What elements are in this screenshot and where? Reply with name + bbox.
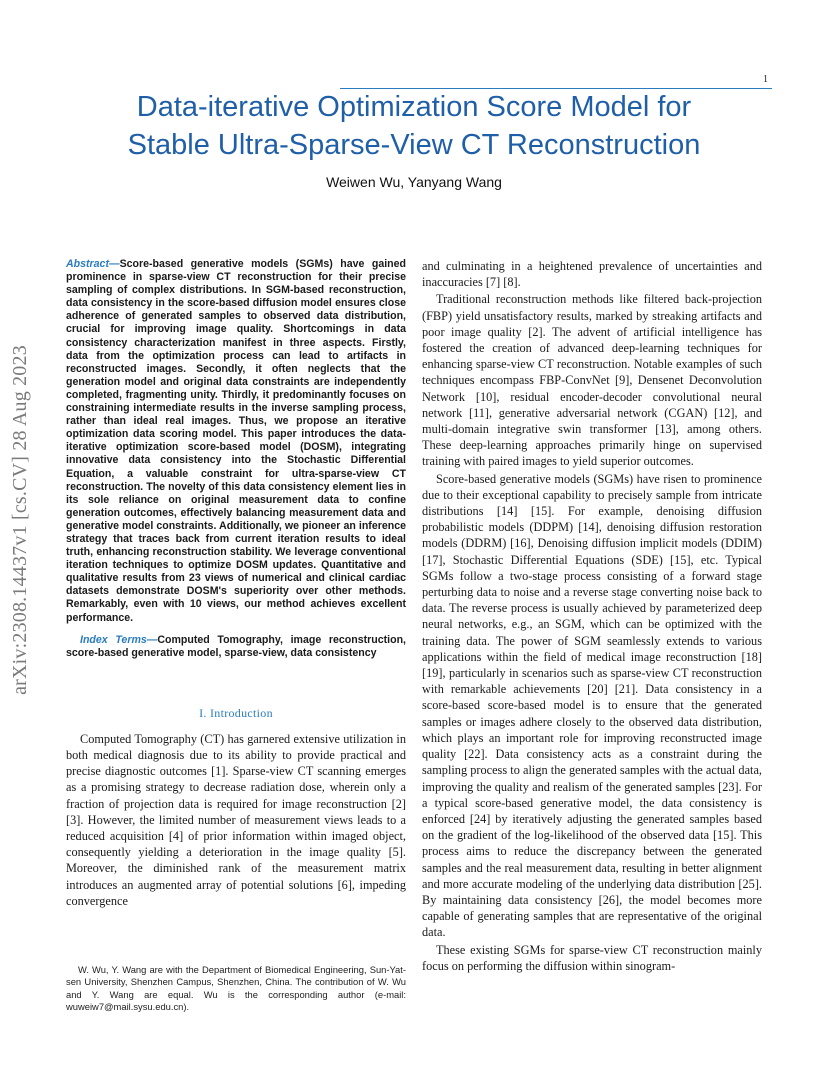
abstract-text: Score-based generative models (SGMs) have gained prominence in sparse-view CT reconstruction for their precise sampling of complex distributions. In SGM-based reconstruction, data consistency in the score-based diffusion model ensures close adherence of generated samples to observed data distribution, crucial for improving image quality. Shortcomings in data consistency characterization manifest in three aspects. Firstly, data from the optimization process can lead to artifacts in reconstructed images. Secondly, it often neglects that the generation model and original data constraints are independently completed, fragmenting unity. Thirdly, it predominantly focuses on constraining intermediate results in the inverse sampling process, rather than ideal real images. Thus, we propose an iterative optimization data scoring model. This paper introduces the data-iterative optimization score-based model (DOSM), integrating innovative data consistency into the Stochastic Differential Equation, a valuable constraint for ultra-sparse-view CT reconstruction. The novelty of this data consistency element lies in its sole reliance on original measurement data to confine generation outcomes, effectively balancing measurement data and generative model constraints. Additionally, we pioneer an inference strategy that traces back from current iteration results to ideal truth, enhancing reconstruction stability. We leverage conventional iteration techniques to optimize DOSM updates. Quantitative and qualitative results from 23 views of numerical and clinical cardiac datasets demonstrate DOSM's superiority over other methods. Remarkably, even with 10 views, our method achieves excellent performance. — [66, 258, 406, 624]
abstract — [66, 258, 406, 625]
intro-paragraph-1: Computed Tomography (CT) has garnered extensive utilization in both medical diagnosis due to its ability to provide practical and precise diagnostic outcomes [1]. Sparse-view CT scanning emerges as a promising strategy to decrease radiation dose, wherein only a fraction of projection data is required for image reconstruction [2] [3]. However, the limited number of measurement views leads to a reduced acquisition [4] of prior information within imaged object, consequently yielding a deterioration in the image quality [5]. Moreover, the diminished rank of the measurement matrix introduces an augmented array of potential solutions [6], impeding convergence — [66, 731, 406, 908]
section-heading-introduction: I. Introduction — [199, 705, 273, 720]
right-column — [422, 258, 762, 974]
page-number: 1 — [763, 74, 768, 85]
intro-paragraph-2: Traditional reconstruction methods like filtered back-projection (FBP) yield unsatisfactory results, marked by streaking artifacts and poor image quality [2]. The advent of artificial intelligence has fostered the creation of advanced deep-learning techniques for enhancing sparse-view CT reconstruction. Notable examples of such techniques encompass FBP-ConvNet [9], Densenet Deconvolution Network [10], residual encoder-decoder convolutional neural network [11], generative adversarial network (CGAN) [12], and multi-domain integrative swin transformer [13], among others. These deep-learning approaches primarily hinge on supervised training with paired images to yield superior outcomes. — [422, 292, 762, 469]
index-terms-text: Computed Tomography, image reconstruction, score-based generative model, sparse-view, data consistency — [66, 633, 406, 659]
abstract-label: Abstract— — [66, 258, 120, 270]
author-footnote: W. Wu, Y. Wang are with the Department of Biomedical Engineering, Sun-Yat-sen University, Shenzhen Campus, Shenzhen, China. The contribution of W. Wu and Y. Wang are equal. Wu is the corresponding author (e-mail: wuweiw7@mail.sysu.edu.cn). — [66, 964, 406, 1013]
left-column — [66, 258, 406, 909]
index-terms-label: Index Terms— — [80, 633, 158, 646]
title-line-2: Stable Ultra-Sparse-View CT Reconstruction — [127, 129, 701, 161]
arxiv-stamp: arXiv:2308.14437v1 [cs.CV] 28 Aug 2023 — [9, 345, 31, 695]
intro-paragraph-1-continued: and culminating in a heightened prevalence of uncertainties and inaccuracies [7] [8]. — [422, 259, 762, 290]
paper-title — [60, 88, 768, 164]
intro-paragraph-4: These existing SGMs for sparse-view CT reconstruction mainly focus on performing the diffusion within sinogram- — [422, 942, 762, 973]
index-terms — [66, 634, 406, 660]
title-line-1: Data-iterative Optimization Score Model for — [136, 91, 692, 123]
intro-paragraph-3: Score-based generative models (SGMs) have risen to prominence due to their exceptional capability to precisely sample from intricate distributions [14] [15]. For example, denoising diffusion probabilistic models (DDPM) [14], denoising diffusion restoration models (DDRM) [16], Denoising diffusion implicit models (DDIM) [17], Stochastic Differential Equations (SDE) [15], etc. Typical SGMs follow a two-stage process consisting of a forward stage perturbing data to noise and a reverse stage converting noise back to data. The reverse process is usually achieved by parameterized deep neural networks, e.g., an SGM, which can be optimized with the training data. The power of SGM seamlessly extends to various applications within the field of medical image reconstruction [18] [19], particularly in scenarios such as sparse-view CT reconstruction with remarkable achievements [20] [21]. Data consistency in a score-based score-based model is to ensure that the generated samples or images adhere closely to the observed data distribution, which plays an important role for improving reconstructed image quality [22]. Data consistency acts as a constraint during the sampling process to align the generated samples with the actual data, improving the quality and realism of the generated samples [23]. For a typical score-based generative model, the data consistency is enforced [24] by iteratively adjusting the generated samples based on the gradient of the log-likelihood of the observed data [15]. This process aims to reduce the discrepancy between the generated samples and the real measurement data, resulting in better alignment and more accurate modeling of the underlying data distribution [25]. By maintaining data consistency [26], the model becomes more capable of generating samples that are representative of the original data. — [422, 471, 762, 940]
author-list: Weiwen Wu, Yanyang Wang — [326, 174, 502, 190]
